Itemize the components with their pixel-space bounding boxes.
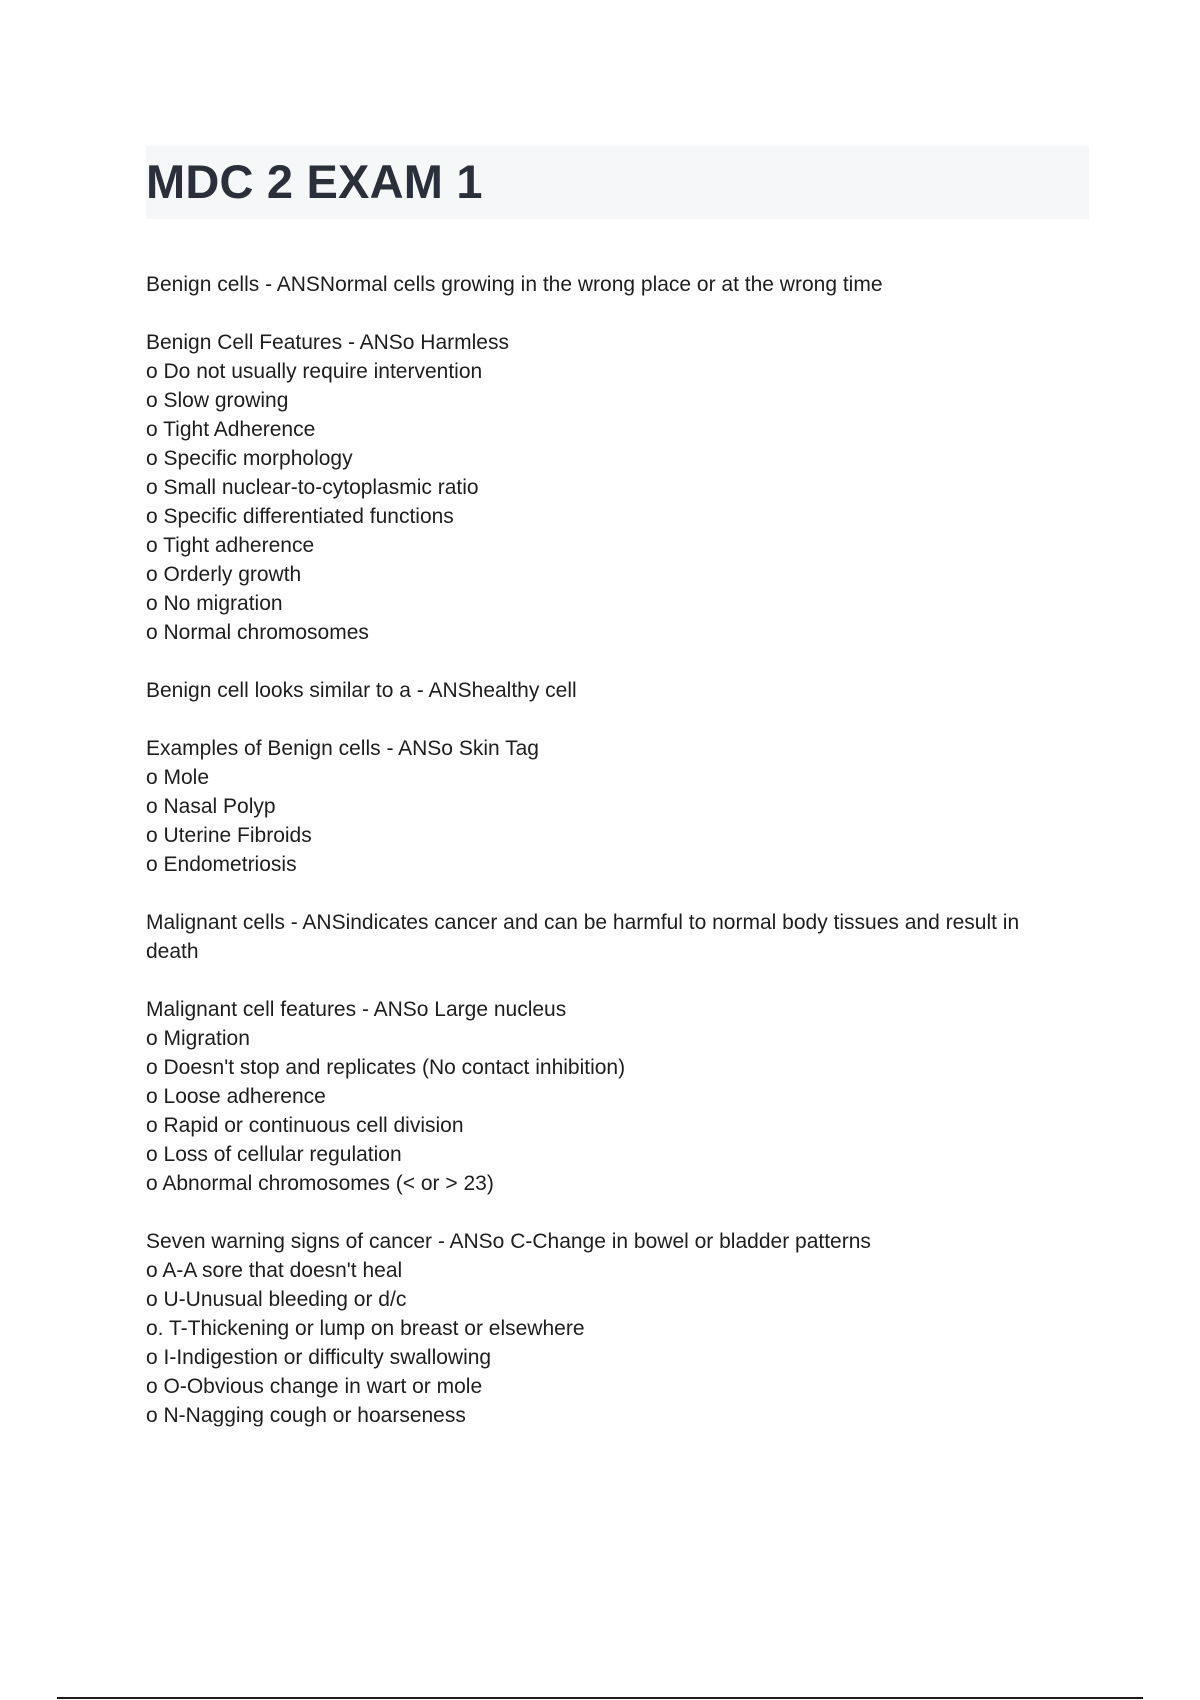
qa-entry bbox=[146, 328, 1086, 647]
qa-line: o Doesn't stop and replicates (No contact inhibition) bbox=[146, 1056, 626, 1079]
qa-line: o Normal chromosomes bbox=[146, 621, 369, 644]
qa-line: Seven warning signs of cancer - ANSo C-Change in bowel or bladder patterns bbox=[146, 1230, 871, 1253]
qa-line: o Slow growing bbox=[146, 389, 289, 412]
qa-line: o N-Nagging cough or hoarseness bbox=[146, 1404, 466, 1427]
qa-line: o Mole bbox=[146, 766, 210, 789]
qa-line: o Loss of cellular regulation bbox=[146, 1143, 402, 1166]
qa-line: Malignant cell features - ANSo Large nucleus bbox=[146, 998, 567, 1021]
qa-line: o A-A sore that doesn't heal bbox=[146, 1259, 403, 1282]
qa-entry bbox=[146, 1227, 1086, 1430]
qa-line: o U-Unusual bleeding or d/c bbox=[146, 1288, 407, 1311]
qa-line: o Tight Adherence bbox=[146, 418, 316, 441]
qa-entry bbox=[146, 908, 1086, 966]
qa-line: Malignant cells - ANSindicates cancer and can be harmful to normal body tissues and result in bbox=[146, 911, 1020, 934]
qa-line: Benign cells - ANSNormal cells growing in the wrong place or at the wrong time bbox=[146, 273, 883, 296]
qa-entry bbox=[146, 995, 1086, 1198]
study-content bbox=[146, 270, 1086, 1430]
qa-line: o Specific differentiated functions bbox=[146, 505, 454, 528]
qa-line: o O-Obvious change in wart or mole bbox=[146, 1375, 483, 1398]
qa-line: o Do not usually require intervention bbox=[146, 360, 483, 383]
qa-line: o Rapid or continuous cell division bbox=[146, 1114, 464, 1137]
qa-entry bbox=[146, 270, 1086, 299]
page-title: MDC 2 EXAM 1 bbox=[146, 155, 483, 208]
qa-line: o Specific morphology bbox=[146, 447, 353, 470]
qa-line: Benign Cell Features - ANSo Harmless bbox=[146, 331, 509, 354]
qa-line: Examples of Benign cells - ANSo Skin Tag bbox=[146, 737, 539, 760]
qa-line: Benign cell looks similar to a - ANShealthy cell bbox=[146, 679, 577, 702]
qa-line: o. T-Thickening or lump on breast or elsewhere bbox=[146, 1317, 585, 1340]
page-bottom-rule bbox=[57, 1697, 1143, 1699]
qa-line: o Loose adherence bbox=[146, 1085, 326, 1108]
qa-line: o Orderly growth bbox=[146, 563, 302, 586]
qa-entry bbox=[146, 734, 1086, 879]
qa-line: o Abnormal chromosomes (< or > 23) bbox=[146, 1172, 494, 1195]
title-band bbox=[146, 146, 1089, 219]
qa-line: o Migration bbox=[146, 1027, 250, 1050]
qa-line: o Uterine Fibroids bbox=[146, 824, 312, 847]
qa-line: death bbox=[146, 940, 199, 963]
qa-entry bbox=[146, 676, 1086, 705]
qa-line: o Endometriosis bbox=[146, 853, 297, 876]
qa-line: o Tight adherence bbox=[146, 534, 315, 557]
qa-line: o I-Indigestion or difficulty swallowing bbox=[146, 1346, 492, 1369]
qa-line: o Nasal Polyp bbox=[146, 795, 276, 818]
qa-line: o Small nuclear-to-cytoplasmic ratio bbox=[146, 476, 479, 499]
qa-line: o No migration bbox=[146, 592, 283, 615]
